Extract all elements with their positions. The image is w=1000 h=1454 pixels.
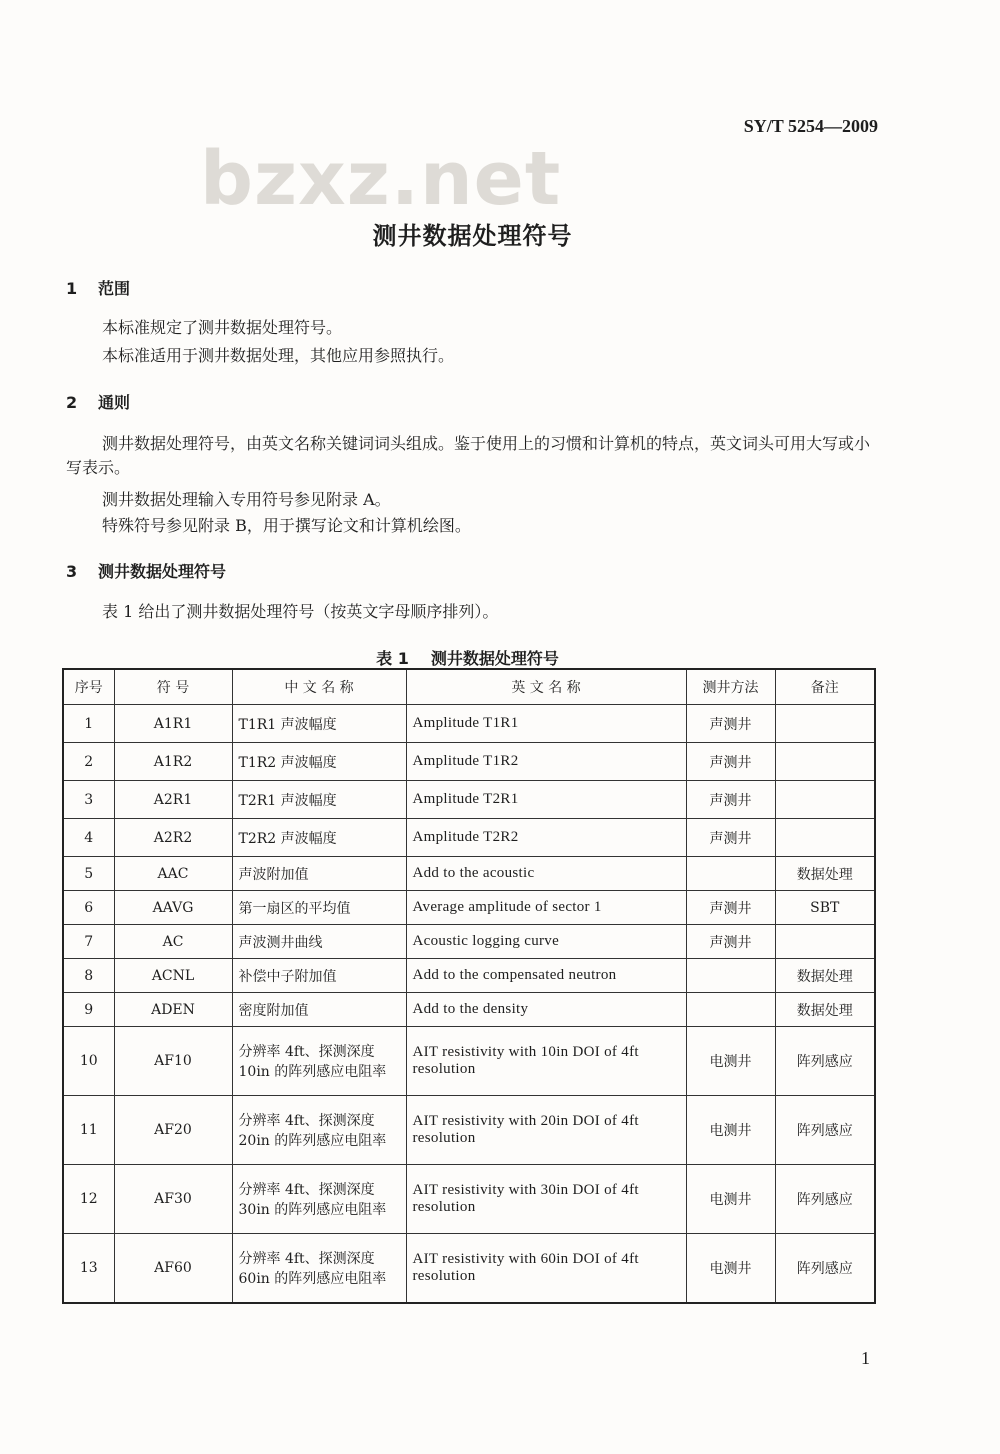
table-row bbox=[63, 1027, 875, 1096]
section-2-para-1: 测井数据处理符号，由英文名称关键词词头组成。鉴于使用上的习惯和计算机的特点，英文词头可用大写或小写表示。 bbox=[66, 434, 871, 477]
table-caption bbox=[0, 646, 935, 669]
table-caption-title: 测井数据处理符号 bbox=[430, 649, 559, 668]
cell-chinese-name: T2R1 声波幅度 bbox=[232, 781, 406, 819]
section-number: 2 bbox=[66, 393, 78, 412]
cell-note: SBT bbox=[775, 891, 875, 925]
cell-symbol: AF10 bbox=[114, 1027, 232, 1096]
cell-english-name: Average amplitude of sector 1 bbox=[406, 891, 686, 925]
cell-english-name: Amplitude T2R2 bbox=[406, 819, 686, 857]
section-title: 测井数据处理符号 bbox=[98, 562, 227, 581]
section-3-para-1: 表 1 给出了测井数据处理符号（按英文字母顺序排列）。 bbox=[102, 602, 499, 621]
cell-method: 声测井 bbox=[686, 705, 775, 743]
cell-method bbox=[686, 959, 775, 993]
table-row bbox=[63, 781, 875, 819]
cell-chinese-name: 密度附加值 bbox=[232, 993, 406, 1027]
cell-chinese-name: 分辨率 4ft、探测深度 10in 的阵列感应电阻率 bbox=[232, 1027, 406, 1096]
cell-no: 4 bbox=[63, 819, 114, 857]
cell-chinese-name: 分辨率 4ft、探测深度 60in 的阵列感应电阻率 bbox=[232, 1234, 406, 1303]
cell-symbol: ACNL bbox=[114, 959, 232, 993]
cell-note bbox=[775, 781, 875, 819]
table-row bbox=[63, 705, 875, 743]
cell-note bbox=[775, 819, 875, 857]
cell-chinese-name: T1R1 声波幅度 bbox=[232, 705, 406, 743]
table-row bbox=[63, 1165, 875, 1234]
cell-english-name: AIT resistivity with 30in DOI of 4ft resolution bbox=[406, 1165, 686, 1234]
cell-note: 阵列感应 bbox=[775, 1165, 875, 1234]
cell-symbol: AF60 bbox=[114, 1234, 232, 1303]
cell-no: 3 bbox=[63, 781, 114, 819]
cell-english-name: Amplitude T2R1 bbox=[406, 781, 686, 819]
cell-note: 阵列感应 bbox=[775, 1234, 875, 1303]
cell-symbol: ADEN bbox=[114, 993, 232, 1027]
table-row bbox=[63, 959, 875, 993]
cell-no: 7 bbox=[63, 925, 114, 959]
table-header-row bbox=[63, 669, 875, 705]
cell-english-name: AIT resistivity with 10in DOI of 4ft resolution bbox=[406, 1027, 686, 1096]
section-1-heading bbox=[66, 276, 130, 299]
table-row bbox=[63, 1096, 875, 1165]
cell-method: 声测井 bbox=[686, 743, 775, 781]
cell-method: 声测井 bbox=[686, 781, 775, 819]
cell-note: 数据处理 bbox=[775, 959, 875, 993]
table-row bbox=[63, 925, 875, 959]
cell-chinese-name: 分辨率 4ft、探测深度 30in 的阵列感应电阻率 bbox=[232, 1165, 406, 1234]
section-title: 范围 bbox=[98, 279, 131, 298]
cell-method: 电测井 bbox=[686, 1165, 775, 1234]
cell-symbol: AF30 bbox=[114, 1165, 232, 1234]
section-2-para-3: 特殊符号参见附录 B，用于撰写论文和计算机绘图。 bbox=[102, 516, 471, 535]
cell-english-name: AIT resistivity with 20in DOI of 4ft resolution bbox=[406, 1096, 686, 1165]
cell-method: 声测井 bbox=[686, 891, 775, 925]
cell-no: 13 bbox=[63, 1234, 114, 1303]
cell-english-name: Acoustic logging curve bbox=[406, 925, 686, 959]
page-number: 1 bbox=[861, 1348, 870, 1368]
cell-note: 数据处理 bbox=[775, 993, 875, 1027]
table-row bbox=[63, 891, 875, 925]
cell-symbol: A1R2 bbox=[114, 743, 232, 781]
cell-note bbox=[775, 743, 875, 781]
cell-chinese-name: 第一扇区的平均值 bbox=[232, 891, 406, 925]
header-note: 备注 bbox=[775, 669, 875, 705]
cell-symbol: A2R2 bbox=[114, 819, 232, 857]
table-row bbox=[63, 993, 875, 1027]
cell-note: 阵列感应 bbox=[775, 1096, 875, 1165]
table-row bbox=[63, 743, 875, 781]
watermark: bzxz.net bbox=[200, 136, 562, 222]
section-1-para-2: 本标准适用于测井数据处理，其他应用参照执行。 bbox=[102, 346, 455, 365]
section-2-para-2: 测井数据处理输入专用符号参见附录 A。 bbox=[102, 490, 391, 509]
cell-symbol: AF20 bbox=[114, 1096, 232, 1165]
section-2-heading bbox=[66, 390, 130, 413]
cell-method: 电测井 bbox=[686, 1096, 775, 1165]
cell-method bbox=[686, 993, 775, 1027]
cell-chinese-name: 声波附加值 bbox=[232, 857, 406, 891]
cell-english-name: AIT resistivity with 60in DOI of 4ft resolution bbox=[406, 1234, 686, 1303]
cell-note bbox=[775, 705, 875, 743]
cell-note bbox=[775, 925, 875, 959]
cell-english-name: Add to the compensated neutron bbox=[406, 959, 686, 993]
table-row bbox=[63, 857, 875, 891]
cell-chinese-name: 补偿中子附加值 bbox=[232, 959, 406, 993]
cell-symbol: A2R1 bbox=[114, 781, 232, 819]
cell-no: 8 bbox=[63, 959, 114, 993]
cell-english-name: Add to the density bbox=[406, 993, 686, 1027]
cell-no: 11 bbox=[63, 1096, 114, 1165]
cell-english-name: Amplitude T1R2 bbox=[406, 743, 686, 781]
document-title: 测井数据处理符号 bbox=[372, 222, 573, 250]
section-1-para-1: 本标准规定了测井数据处理符号。 bbox=[102, 318, 343, 337]
section-3-heading bbox=[66, 559, 226, 582]
cell-no: 1 bbox=[63, 705, 114, 743]
header-no: 序号 bbox=[63, 669, 114, 705]
cell-no: 2 bbox=[63, 743, 114, 781]
cell-no: 6 bbox=[63, 891, 114, 925]
cell-note: 阵列感应 bbox=[775, 1027, 875, 1096]
header-method: 测井方法 bbox=[686, 669, 775, 705]
cell-chinese-name: T2R2 声波幅度 bbox=[232, 819, 406, 857]
cell-symbol: A1R1 bbox=[114, 705, 232, 743]
table-row bbox=[63, 1234, 875, 1303]
cell-method: 电测井 bbox=[686, 1027, 775, 1096]
table-caption-label: 表 1 bbox=[376, 649, 409, 668]
section-number: 1 bbox=[66, 279, 78, 298]
cell-chinese-name: 分辨率 4ft、探测深度 20in 的阵列感应电阻率 bbox=[232, 1096, 406, 1165]
cell-chinese-name: 声波测井曲线 bbox=[232, 925, 406, 959]
symbols-table bbox=[62, 668, 876, 1304]
section-number: 3 bbox=[66, 562, 78, 581]
cell-method: 声测井 bbox=[686, 925, 775, 959]
header-chinese-name: 中 文 名 称 bbox=[232, 669, 406, 705]
header-english-name: 英 文 名 称 bbox=[406, 669, 686, 705]
cell-chinese-name: T1R2 声波幅度 bbox=[232, 743, 406, 781]
cell-method: 声测井 bbox=[686, 819, 775, 857]
section-title: 通则 bbox=[98, 393, 131, 412]
cell-no: 5 bbox=[63, 857, 114, 891]
cell-symbol: AAC bbox=[114, 857, 232, 891]
cell-no: 12 bbox=[63, 1165, 114, 1234]
table-row bbox=[63, 819, 875, 857]
cell-english-name: Add to the acoustic bbox=[406, 857, 686, 891]
header-symbol: 符 号 bbox=[114, 669, 232, 705]
standard-number: SY/T 5254—2009 bbox=[743, 116, 878, 136]
cell-symbol: AAVG bbox=[114, 891, 232, 925]
cell-symbol: AC bbox=[114, 925, 232, 959]
cell-method: 电测井 bbox=[686, 1234, 775, 1303]
cell-english-name: Amplitude T1R1 bbox=[406, 705, 686, 743]
cell-no: 9 bbox=[63, 993, 114, 1027]
cell-note: 数据处理 bbox=[775, 857, 875, 891]
cell-no: 10 bbox=[63, 1027, 114, 1096]
cell-method bbox=[686, 857, 775, 891]
